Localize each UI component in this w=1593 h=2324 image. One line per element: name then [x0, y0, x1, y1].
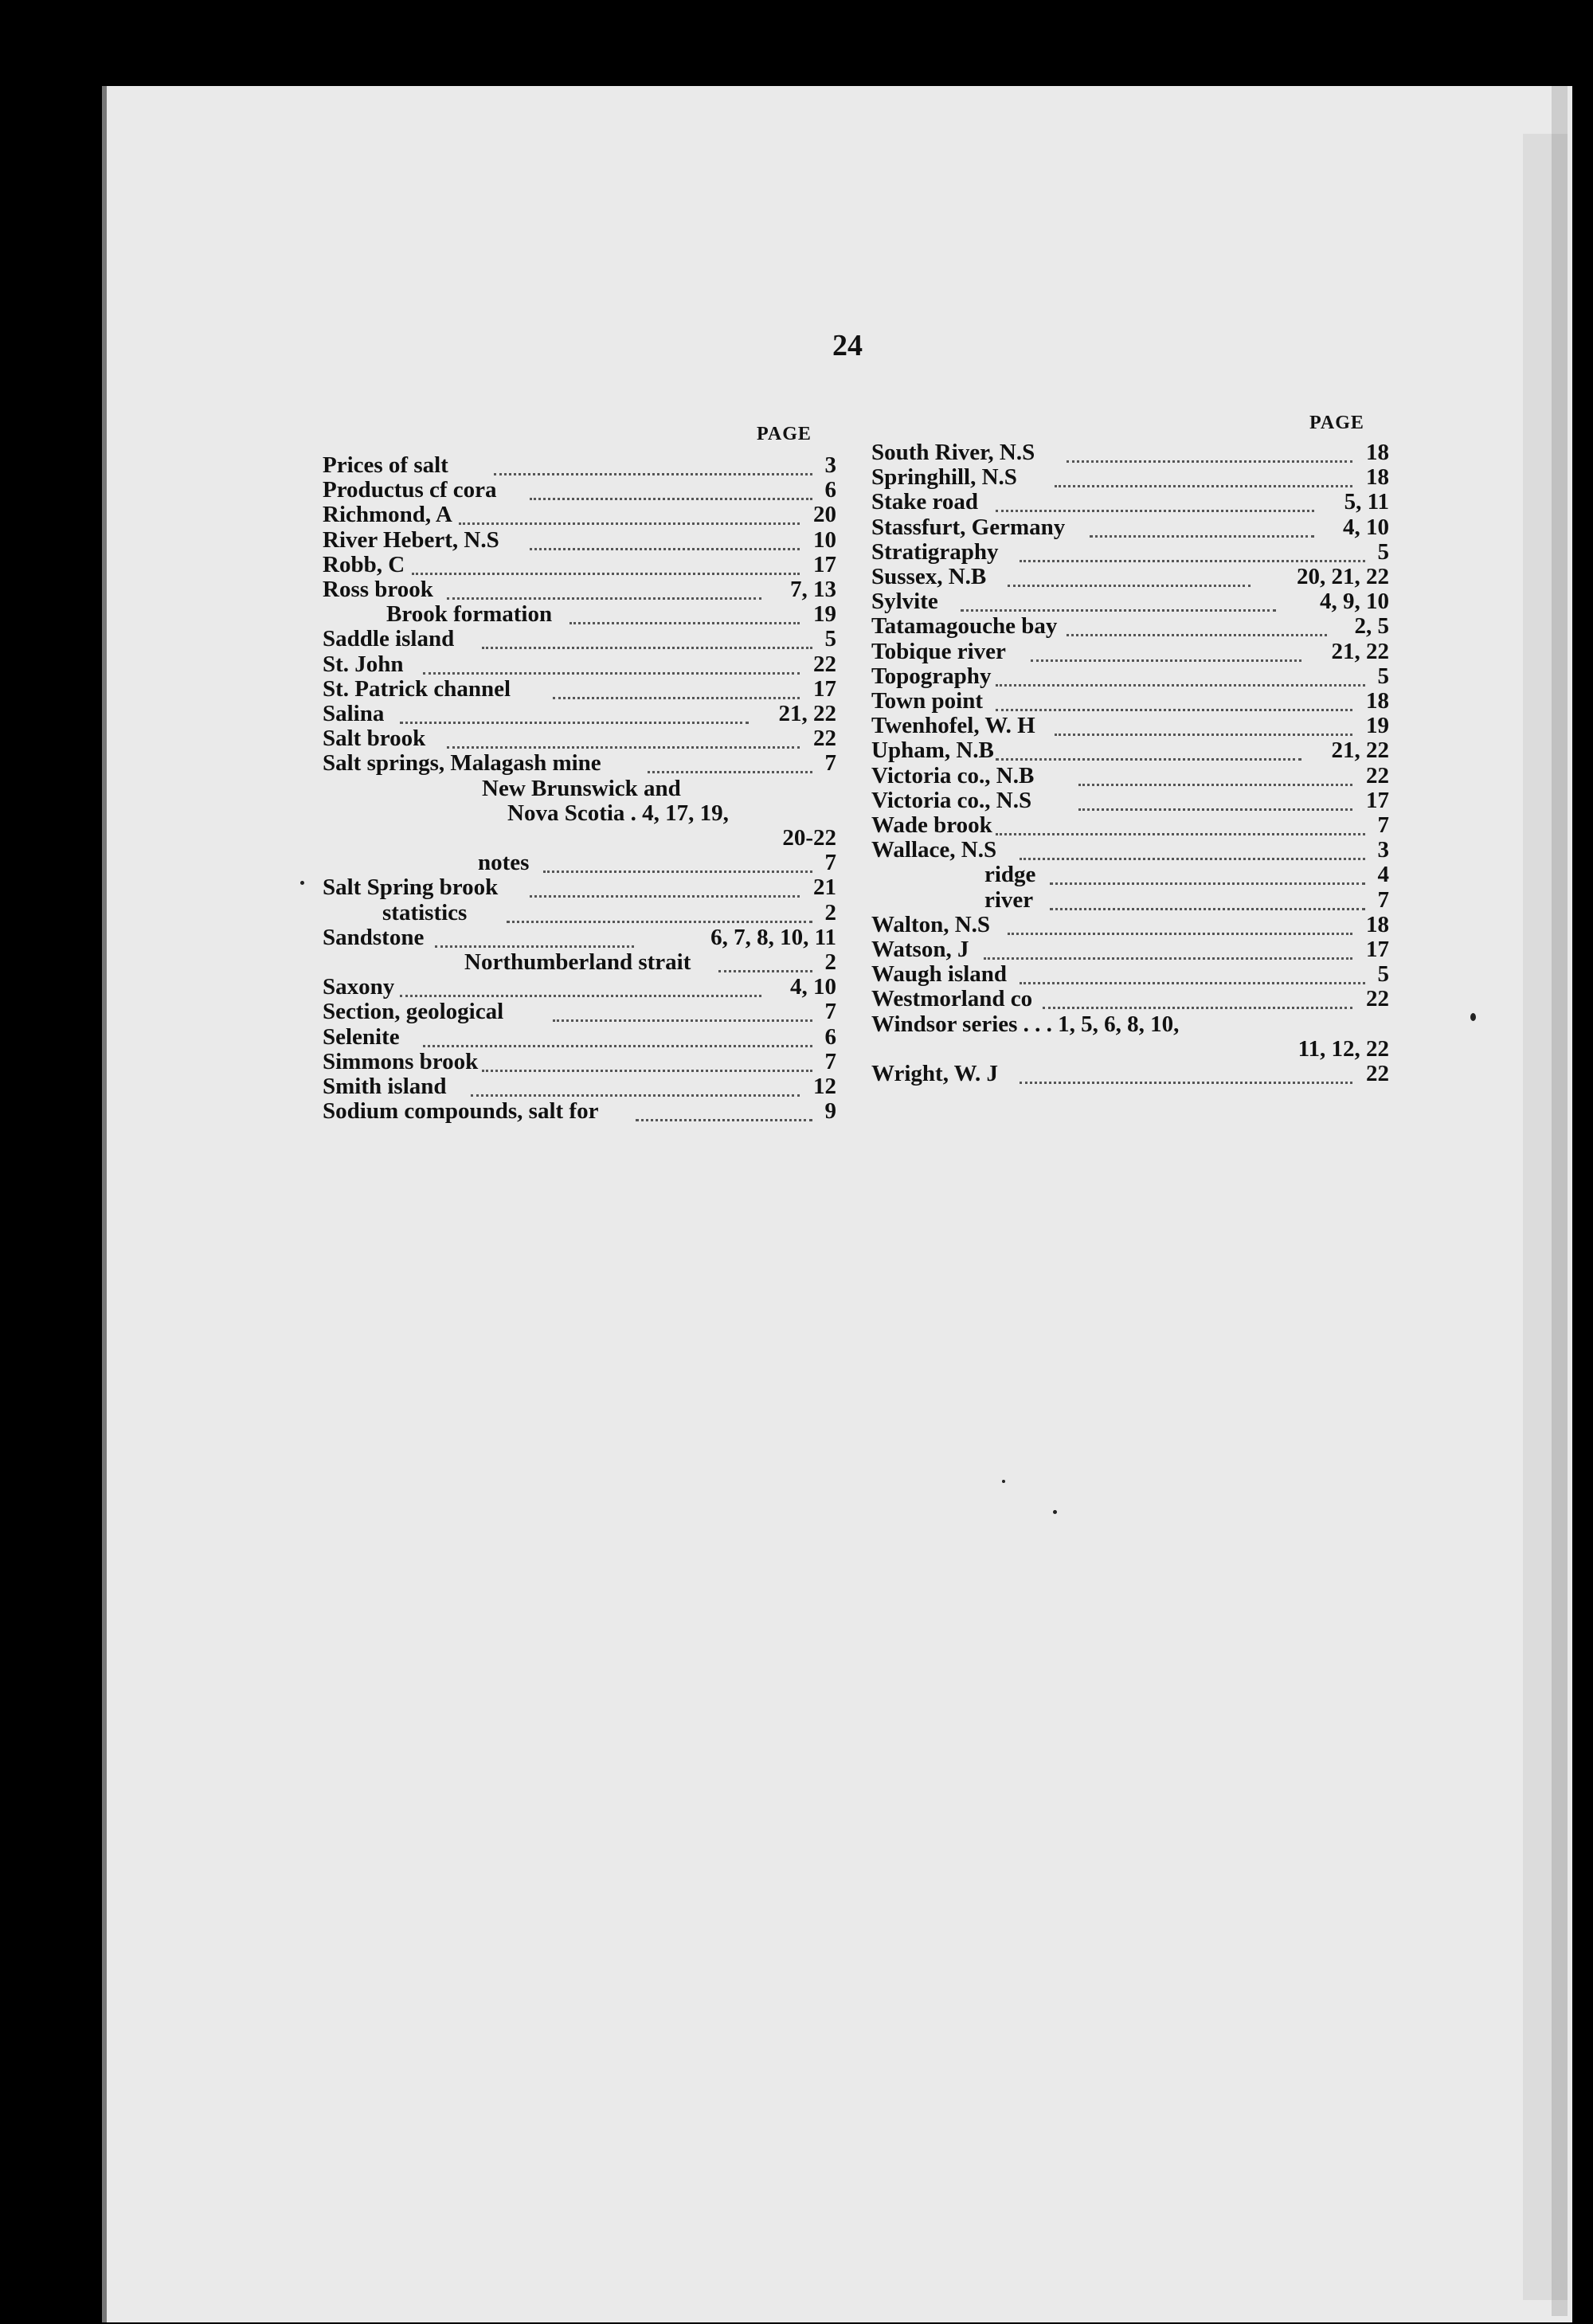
- entry-pages: 20: [813, 502, 836, 528]
- entry-pages: 7: [824, 750, 836, 777]
- entry-pages: 2, 5: [1354, 613, 1389, 640]
- entry-label: Simmons brook: [323, 1048, 479, 1074]
- index-entry: [871, 489, 1389, 514]
- entry-pages: 9: [824, 1098, 836, 1125]
- entry-label: Twenhofel, W. H: [871, 713, 1035, 739]
- dot-leader: [1008, 915, 1352, 935]
- entry-label: Tobique river: [871, 638, 1006, 664]
- dot-leader: [1008, 567, 1251, 587]
- dot-leader: [1031, 642, 1301, 662]
- entry-pages: 3: [1377, 837, 1389, 863]
- index-entry: [871, 737, 1389, 763]
- entry-label: Salt Spring brook: [323, 874, 499, 901]
- left-column-header: PAGE: [757, 424, 812, 444]
- dot-leader: [1050, 890, 1365, 910]
- index-entry: [323, 949, 836, 975]
- entry-label: Salina: [323, 701, 385, 726]
- dot-leader: [1020, 964, 1365, 984]
- index-entry: [871, 961, 1389, 987]
- entry-pages: 5: [1377, 663, 1389, 689]
- index-entry: [871, 937, 1389, 962]
- dot-leader: [494, 456, 812, 475]
- index-entry: [323, 874, 836, 900]
- index-entry: [871, 613, 1389, 639]
- dot-leader: [1055, 716, 1352, 736]
- index-entry: [871, 688, 1389, 714]
- entry-label: Stake road: [871, 489, 979, 515]
- entry-label: Smith island: [323, 1074, 447, 1099]
- entry-pages: 5, 11: [1344, 489, 1389, 515]
- entry-label: Victoria co., N.S: [871, 787, 1032, 813]
- index-entry: [871, 862, 1389, 887]
- entry-pages: 22: [813, 726, 836, 752]
- index-entry: [323, 701, 836, 726]
- entry-pages: 21, 22: [1331, 737, 1389, 764]
- entry-pages: 6, 7, 8, 10, 11: [710, 924, 836, 950]
- entry-label: Productus cf cora: [323, 477, 497, 503]
- dot-leader: [996, 667, 1365, 687]
- entry-label: Selenite: [323, 1023, 400, 1050]
- scan-speck: [1053, 1510, 1057, 1514]
- index-entry: [871, 986, 1389, 1011]
- entry-label: Windsor series . . . 1, 5, 6, 8, 10,: [871, 1011, 1180, 1037]
- entry-pages: 22: [1366, 1061, 1389, 1086]
- index-entry: [323, 676, 836, 702]
- entry-pages: 21, 22: [1331, 638, 1389, 664]
- dot-leader: [530, 878, 800, 898]
- entry-label: Nova Scotia . 4, 17, 19,: [507, 800, 729, 826]
- index-entry: [871, 1011, 1389, 1037]
- dot-leader: [718, 953, 812, 972]
- index-entry: [323, 750, 836, 776]
- entry-pages: 4, 10: [790, 974, 836, 1000]
- entry-label: Sylvite: [871, 589, 938, 615]
- entry-pages: 19: [813, 601, 836, 628]
- index-entry: [323, 477, 836, 503]
- dot-leader: [996, 816, 1365, 835]
- entry-label: New Brunswick and: [482, 775, 681, 801]
- entry-pages: 2: [824, 949, 836, 975]
- index-entry: [871, 788, 1389, 813]
- index-entry: [323, 800, 836, 826]
- entry-pages: 6: [824, 477, 836, 503]
- entry-label: Wade brook: [871, 812, 992, 838]
- index-entry: [323, 850, 836, 875]
- entry-label: Prices of salt: [323, 452, 448, 478]
- entry-label: Stratigraphy: [871, 538, 999, 565]
- entry-label: South River, N.S: [871, 440, 1035, 465]
- entry-pages: 5: [824, 626, 836, 652]
- entry-label: Waugh island: [871, 961, 1008, 988]
- entry-label: Section, geological: [323, 999, 504, 1025]
- entry-pages: 20-22: [782, 825, 836, 851]
- dot-leader: [648, 753, 812, 773]
- entry-pages: 7: [824, 1048, 836, 1074]
- entry-label: Sandstone: [323, 924, 425, 950]
- dot-leader: [553, 1002, 812, 1022]
- entry-pages: 18: [1366, 688, 1389, 714]
- entry-pages: 4: [1377, 862, 1389, 888]
- scan-speck: [300, 881, 304, 885]
- entry-label: Watson, J: [871, 937, 969, 962]
- entry-label: Victoria co., N.B: [871, 762, 1035, 788]
- index-entry: [323, 626, 836, 651]
- entry-pages: 5: [1377, 961, 1389, 988]
- index-entry: [871, 639, 1389, 664]
- index-entry: [323, 601, 836, 627]
- entry-pages: 21: [813, 874, 836, 901]
- index-entry: [323, 452, 836, 478]
- dot-leader: [447, 729, 800, 749]
- scan-speck: [1470, 1013, 1476, 1021]
- entry-label: river: [984, 886, 1034, 913]
- entry-pages: 22: [1366, 762, 1389, 788]
- dot-leader: [1050, 865, 1365, 885]
- entry-pages: 10: [813, 526, 836, 553]
- dot-leader: [400, 977, 761, 997]
- entry-pages: 18: [1366, 464, 1389, 491]
- dot-leader: [553, 679, 800, 699]
- index-entry: [871, 464, 1389, 490]
- dot-leader: [482, 629, 812, 649]
- index-entry: [871, 1036, 1389, 1062]
- index-entry: [323, 527, 836, 553]
- dot-leader: [996, 741, 1301, 761]
- index-entry: [871, 837, 1389, 863]
- entry-label: Northumberland strait: [464, 949, 691, 975]
- index-entry: [871, 663, 1389, 689]
- entry-pages: 4, 9, 10: [1320, 589, 1389, 615]
- dot-leader: [1078, 766, 1352, 786]
- index-entry: [323, 502, 836, 527]
- entry-label: Wright, W. J: [871, 1061, 999, 1086]
- entry-pages: 7: [824, 850, 836, 876]
- entry-label: River Hebert, N.S: [323, 526, 499, 553]
- entry-label: Robb, C: [323, 551, 405, 577]
- right-column-header: PAGE: [1309, 413, 1364, 433]
- entry-pages: 17: [1366, 787, 1389, 813]
- dot-leader: [1078, 791, 1352, 811]
- entry-label: Sussex, N.B: [871, 564, 987, 589]
- index-entry: [323, 577, 836, 602]
- dot-leader: [423, 655, 800, 675]
- entry-pages: 7: [1377, 886, 1389, 913]
- entry-label: notes: [478, 850, 530, 876]
- index-entry: [871, 514, 1389, 540]
- entry-pages: 17: [813, 551, 836, 577]
- entry-label: St. John: [323, 651, 404, 677]
- entry-label: Stassfurt, Germany: [871, 514, 1066, 540]
- dot-leader: [996, 492, 1314, 512]
- dot-leader: [1055, 468, 1352, 487]
- entry-label: ridge: [984, 862, 1036, 888]
- entry-pages: 3: [824, 452, 836, 478]
- entry-pages: 17: [1366, 937, 1389, 962]
- index-entry: [323, 900, 836, 925]
- dot-leader: [1067, 443, 1352, 463]
- index-entry: [323, 925, 836, 950]
- index-entry: [871, 564, 1389, 589]
- entry-pages: 7: [1377, 812, 1389, 838]
- entry-label: Upham, N.B: [871, 737, 994, 764]
- dot-leader: [636, 1101, 812, 1121]
- dot-leader: [1020, 542, 1365, 562]
- dot-leader: [435, 928, 634, 948]
- entry-pages: 18: [1366, 440, 1389, 465]
- entry-pages: 5: [1377, 538, 1389, 565]
- entry-label: Tatamagouche bay: [871, 613, 1058, 640]
- index-entry: [323, 825, 836, 851]
- index-entry: [323, 974, 836, 1000]
- index-entry: [323, 552, 836, 577]
- index-entry: [323, 1098, 836, 1124]
- entry-label: Westmorland co: [871, 986, 1033, 1012]
- dot-leader: [1067, 616, 1327, 636]
- page-number: 24: [832, 329, 863, 362]
- dot-leader: [996, 691, 1352, 711]
- entry-label: Salt brook: [323, 726, 426, 752]
- index-entry: [323, 651, 836, 677]
- index-entry: [323, 726, 836, 751]
- index-entry: [871, 763, 1389, 788]
- index-entry: [323, 1074, 836, 1099]
- entry-pages: 4, 10: [1343, 514, 1389, 540]
- dot-leader: [530, 480, 812, 500]
- dot-leader: [1090, 518, 1314, 538]
- entry-label: Walton, N.S: [871, 911, 991, 937]
- entry-label: Wallace, N.S: [871, 837, 997, 863]
- index-entry: [323, 999, 836, 1024]
- dot-leader: [1020, 1064, 1352, 1084]
- entry-label: Saxony: [323, 974, 395, 1000]
- entry-pages: 11, 12, 22: [1297, 1035, 1389, 1062]
- entry-label: Topography: [871, 663, 992, 689]
- dot-leader: [423, 1027, 812, 1047]
- entry-label: Saddle island: [323, 626, 455, 652]
- entry-label: Richmond, A: [323, 502, 452, 528]
- entry-pages: 7: [824, 999, 836, 1025]
- entry-pages: 22: [1366, 986, 1389, 1012]
- index-entry: [871, 589, 1389, 614]
- entry-label: Town point: [871, 688, 983, 714]
- entry-pages: 21, 22: [778, 701, 836, 726]
- index-entry: [871, 812, 1389, 838]
- dot-leader: [543, 853, 812, 873]
- entry-pages: 2: [824, 899, 836, 925]
- dot-leader: [412, 555, 800, 575]
- dot-leader: [507, 903, 812, 923]
- dot-leader: [1020, 840, 1365, 860]
- index-entry: [871, 440, 1389, 465]
- index-entry: [323, 1049, 836, 1074]
- index-entry: [871, 539, 1389, 565]
- entry-pages: 6: [824, 1023, 836, 1050]
- scan-speck: [1002, 1480, 1005, 1483]
- dot-leader: [459, 505, 800, 525]
- index-entry: [871, 887, 1389, 913]
- index-entry: [323, 1024, 836, 1050]
- entry-pages: 17: [813, 675, 836, 702]
- dot-leader: [400, 704, 749, 724]
- dot-leader: [471, 1077, 800, 1097]
- entry-pages: 18: [1366, 911, 1389, 937]
- dot-leader: [961, 592, 1276, 612]
- entry-label: Ross brook: [323, 577, 433, 602]
- entry-label: statistics: [382, 899, 468, 925]
- index-entry: [871, 912, 1389, 937]
- index-entry: [871, 1061, 1389, 1086]
- entry-pages: 22: [813, 651, 836, 677]
- entry-pages: 19: [1366, 713, 1389, 739]
- dot-leader: [984, 940, 1352, 960]
- entry-pages: 7, 13: [790, 577, 836, 602]
- entry-pages: 20, 21, 22: [1297, 564, 1389, 589]
- entry-label: Brook formation: [386, 601, 553, 628]
- index-entry: [871, 713, 1389, 738]
- entry-pages: 12: [813, 1074, 836, 1099]
- dot-leader: [447, 580, 761, 600]
- dot-leader: [482, 1052, 812, 1072]
- entry-label: St. Patrick channel: [323, 675, 511, 702]
- entry-label: Sodium compounds, salt for: [323, 1098, 599, 1125]
- page-edge-shadow: [1552, 86, 1568, 2316]
- index-entry: [323, 776, 836, 801]
- dot-leader: [1043, 989, 1352, 1009]
- entry-label: Springhill, N.S: [871, 464, 1017, 491]
- dot-leader: [569, 604, 800, 624]
- entry-label: Salt springs, Malagash mine: [323, 750, 601, 777]
- dot-leader: [530, 530, 800, 550]
